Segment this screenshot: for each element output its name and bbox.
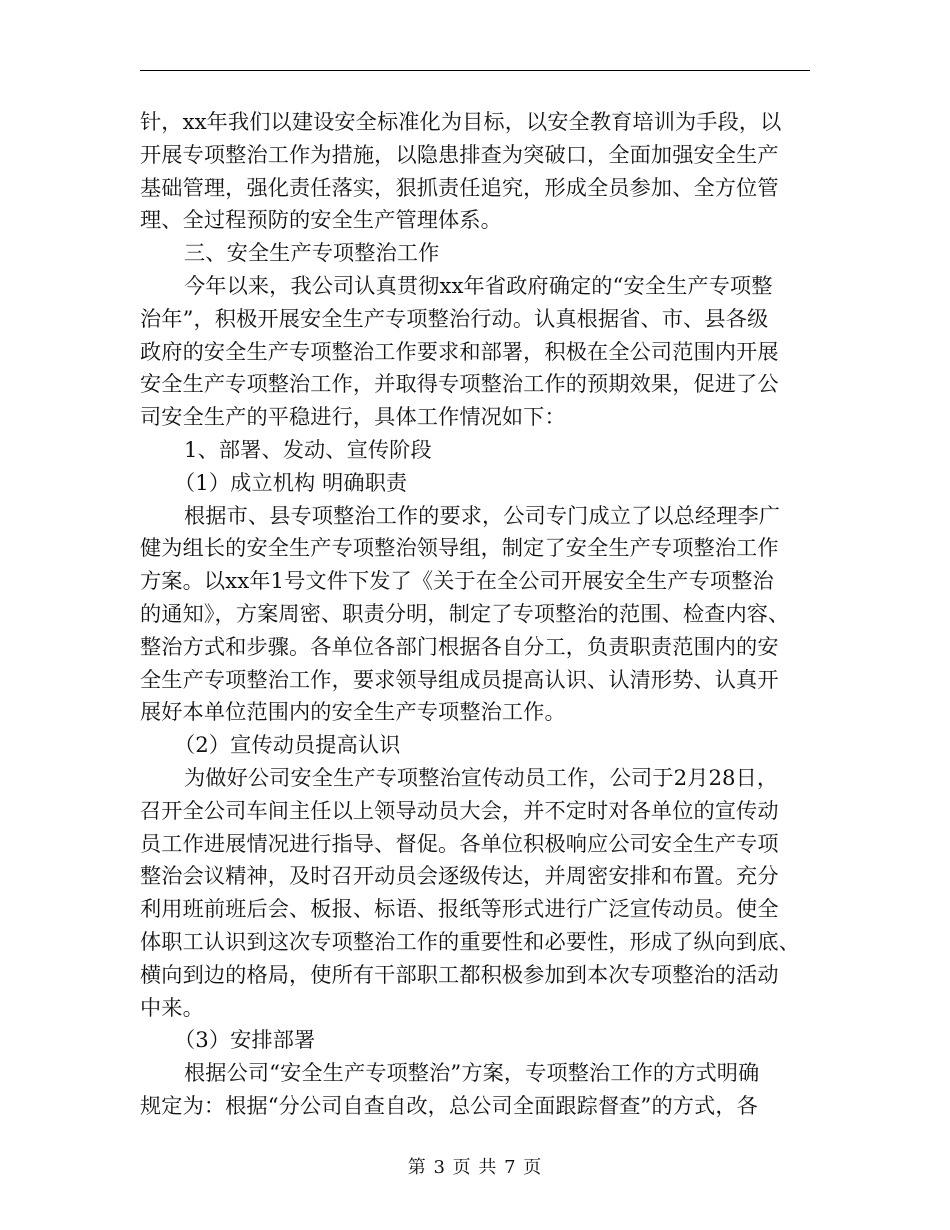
text-line: （1）成立机构 明确职责 [174, 469, 408, 495]
text-line: 三、安全生产专项整治工作 [184, 240, 440, 266]
text-line: 方案。以xx年1号文件下发了《关于在全公司开展安全生产专项整治 [140, 568, 774, 594]
text-line: 安全生产专项整治工作，并取得专项整治工作的预期效果，促进了公 [140, 371, 779, 397]
text-line: 体职工认识到这次专项整治工作的重要性和必要性，形成了纵向到底、 [140, 928, 800, 954]
text-line: 整治会议精神，及时召开动员会逐级传达，并周密安排和布置。充分 [140, 863, 779, 889]
text-line: 整治方式和步骤。各单位各部门根据各自分工，负责职责范围内的安 [140, 633, 779, 659]
text-line: 员工作进展情况进行指导、督促。各单位积极响应公司安全生产专项 [140, 830, 779, 856]
text-line: 治年”，积极开展安全生产专项整治行动。认真根据省、市、县各级 [140, 305, 769, 331]
text-line: 根据公司“安全生产专项整治”方案，专项整治工作的方式明确 [184, 1060, 760, 1086]
text-line: 1、部署、发动、宣传阶段 [184, 436, 432, 462]
text-line: 理、全过程预防的安全生产管理体系。 [140, 207, 502, 233]
text-line: 基础管理，强化责任落实，狠抓责任追究，形成全员参加、全方位管 [140, 174, 779, 200]
text-line: 为做好公司安全生产专项整治宣传动员工作，公司于2月28日， [184, 764, 779, 790]
page-footer: 第 3 页 共 7 页 [407, 1157, 543, 1178]
text-line: （3）安排部署 [174, 1027, 316, 1053]
text-line: 展好本单位范围内的安全生产专项整治工作。 [140, 699, 566, 725]
header-rule [140, 70, 810, 71]
text-line: 规定为：根据“分公司自查自改，总公司全面跟踪督查”的方式，各 [140, 1092, 758, 1118]
text-line: 横向到边的格局，使所有干部职工都积极参加到本次专项整治的活动 [140, 961, 779, 987]
text-line: 中来。 [140, 994, 204, 1020]
text-line: 司安全生产的平稳进行，具体工作情况如下： [140, 404, 566, 430]
text-line: 开展专项整治工作为措施，以隐患排查为突破口，全面加强安全生产 [140, 141, 779, 167]
text-line: 今年以来，我公司认真贯彻xx年省政府确定的“安全生产专项整 [184, 272, 773, 298]
text-line: 的通知》，方案周密、职责分明，制定了专项整治的范围、检查内容、 [140, 600, 790, 626]
text-line: 健为组长的安全生产专项整治领导组，制定了安全生产专项整治工作 [140, 535, 779, 561]
text-line: 召开全公司车间主任以上领导动员大会，并不定时对各单位的宣传动 [140, 797, 779, 823]
text-line: 根据市、县专项整治工作的要求，公司专门成立了以总经理李广 [184, 502, 781, 528]
text-line: （2）宣传动员提高认识 [174, 732, 401, 758]
text-line: 针，xx年我们以建设安全标准化为目标，以安全教育培训为手段，以 [140, 109, 782, 134]
document-body [140, 106, 816, 1123]
text-line: 利用班前班后会、板报、标语、报纸等形式进行广泛宣传动员。使全 [140, 896, 779, 922]
text-line: 全生产专项整治工作，要求领导组成员提高认识、认清形势、认真开 [140, 666, 779, 692]
text-line: 政府的安全生产专项整治工作要求和部署，积极在全公司范围内开展 [140, 338, 779, 364]
